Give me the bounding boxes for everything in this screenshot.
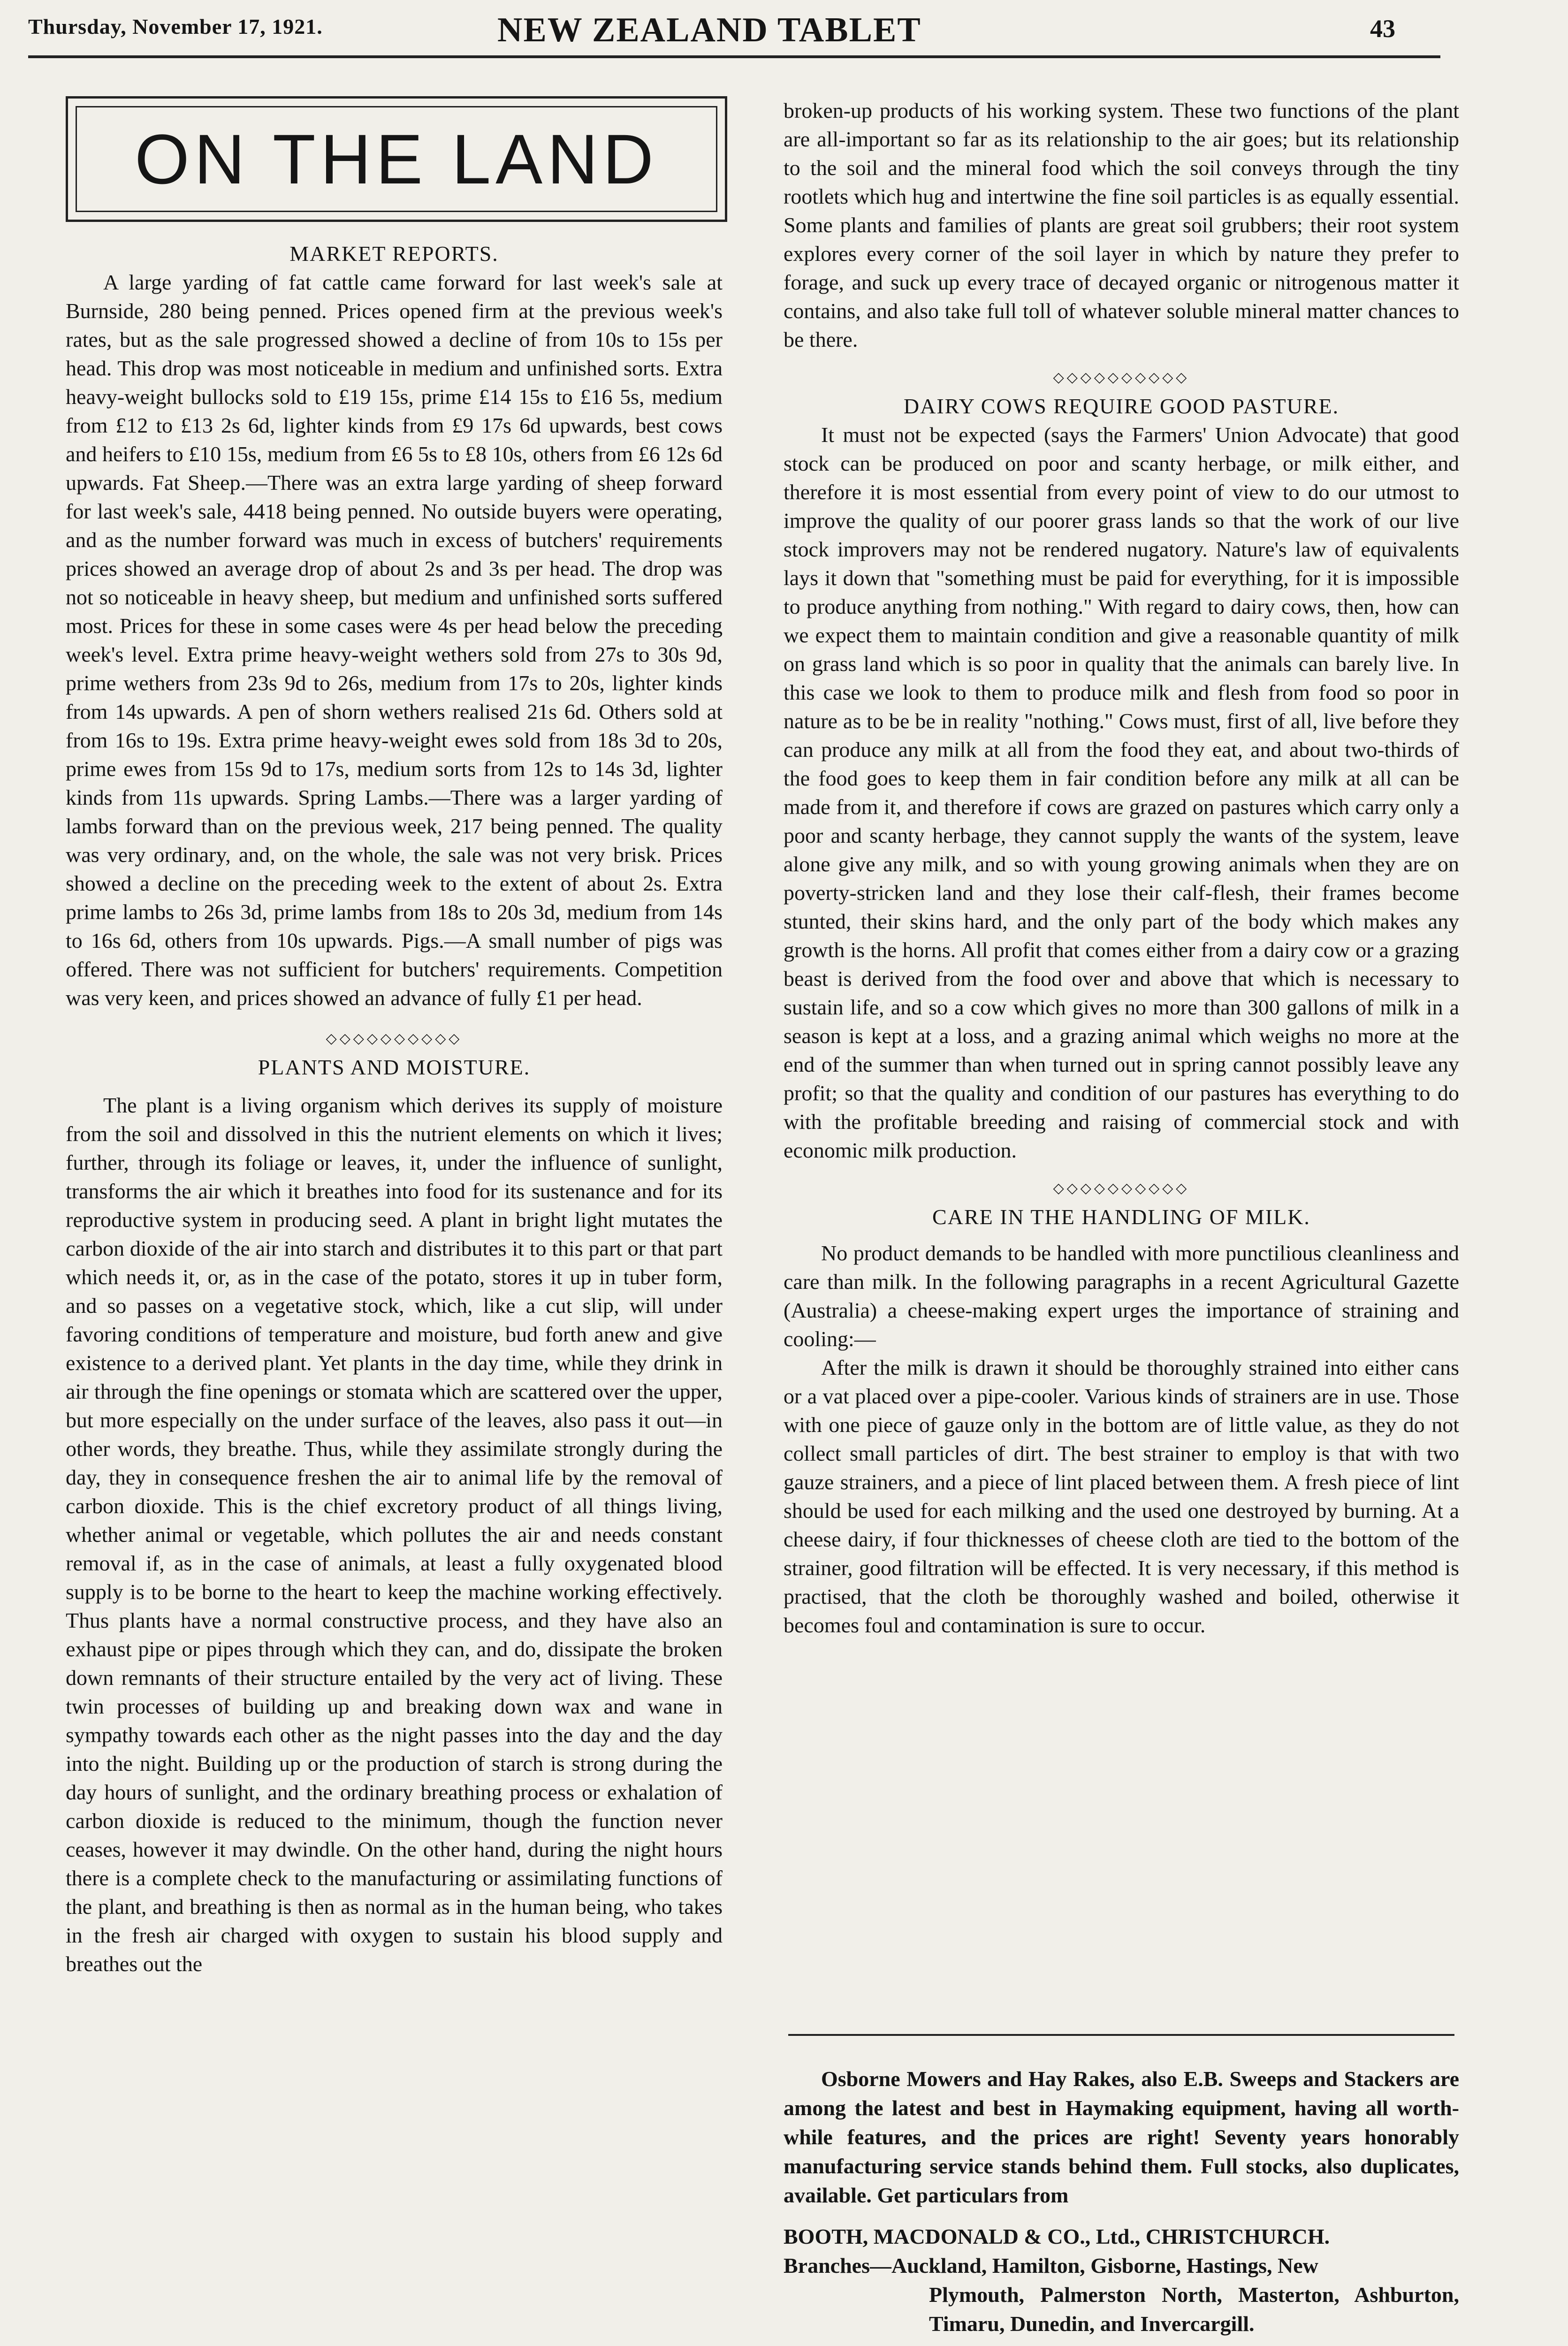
dairy-cows-title: DAIRY COWS REQUIRE GOOD PASTURE.	[903, 394, 1340, 418]
newspaper-title: NEW ZEALAND TABLET	[497, 11, 921, 49]
plants-moisture-body: The plant is a living organism which derives its supply of moisture from the soil and dissolved in this the nutrient elements on which it lives; further, through its foliage or leaves, it, under the influence of sunlight, transforms the air which it breathes into food for its sustenance and for its reproductive system in producing seed. A plant in bright light mutates the carbon dioxide of the air into starch and distributes it to this part or that part which needs it, or, as in the case of the potato, stores it up in tuber form, and so passes on a vegetative stock, which, like a cut slip, will under favoring conditions of temperature and moisture, bud forth anew and give existence to a derived plant. Yet plants in the day time, while they drink in air through the fine openings or stomata which are scattered over the upper, but more especially on the under surface of the leaves, also pass it out—in other words, they breathe. Thus, while they assimilate strongly during the day, they in consequence freshen the air to animal life by the removal of carbon dioxide. This is the chief excretory product of all things living, whether animal or vegetable, which pollutes the air and needs constant removal if, as in the case of animals, at least a fully oxygenated blood supply is to be borne to the heart to keep the machine working effectively. Thus plants have a normal constructive process, and they have also an exhaust pipe or pipes through which they can, and do, dissipate the broken down remnants of their structure entailed by the very act of living. These twin processes of building up and breaking down wax and wane in sympathy towards each other as the night passes into the day and the day into the night. Building up or the production of starch is strong during the day hours of sunlight, and the ordinary breathing process or exhalation of carbon dioxide is reduced to the minimum, though the function never ceases, however it may dwindle. On the other hand, during the night hours there is a complete check to the manufacturing or assimilating functions of the plant, and breathing is then as normal as in the human being, who takes in the fresh air charged with oxygen to sustain his blood supply and breathes out the	[66, 1093, 723, 1976]
section-divider: ◇◇◇◇◇◇◇◇◇◇	[326, 1031, 463, 1046]
advert-top-rule	[788, 2034, 1454, 2036]
milk-handling-title: CARE IN THE HANDLING OF MILK.	[932, 1205, 1310, 1229]
plants-moisture-continued: broken-up products of his working system. These two functions of the plant are all-important so far as its relationship to the air goes; but its relationship to the soil and the mineral food which the soil conveys through the tiny rootlets which hug and intertwine the fine soil particles is as equally essential. Some plants and families of plants are great soil grubbers; their root system explores every corner of the soil layer in which by nature they prefer to forage, and suck up every trace of decayed organic or nitrogenous matter it contains, and also take full toll of whatever soluble mineral matter chances to be there.	[784, 99, 1459, 351]
section-divider: ◇◇◇◇◇◇◇◇◇◇	[1053, 370, 1190, 385]
advert-body: Osborne Mowers and Hay Rakes, also E.B. Sweeps and Stackers are among the latest and best in Haymaking equipment, having all worth-while features, and the prices are right! Seventy years honorably manufacturing service stands behind them. Full stocks, also duplicates, available. Get particulars from	[784, 2067, 1459, 2207]
market-reports-body: A large yarding of fat cattle came forward for last week's sale at Burnside, 280 being penned. Prices opened firm at the previous week's rates, but as the sale progressed showed a decline of from 10s to 15s per head. This drop was most noticeable in medium and unfinished sorts. Extra heavy-weight bullocks sold to £19 15s, prime £14 15s to £16 5s, medium from £12 to £13 2s 6d, lighter kinds from £9 17s 6d upwards, best cows and heifers to £10 15s, medium from £6 5s to £8 10s, others from £6 12s 6d upwards. Fat Sheep.—There was an extra large yarding of sheep forward for last week's sale, 4418 being penned. No outside buyers were operating, and as the number forward was much in excess of butchers' requirements prices showed an average drop of about 2s and 3s per head. The drop was not so noticeable in heavy sheep, but medium and unfinished sorts suffered most. Prices for these in some cases were 4s per head below the preceding week's level. Extra prime heavy-weight wethers sold from 27s to 30s 9d, prime wethers from 23s 9d to 26s, medium from 17s to 20s, lighter kinds from 14s upwards. A pen of shorn wethers realised 21s 6d. Others sold at from 16s to 19s. Extra prime heavy-weight ewes sold from 18s 3d to 20s, prime ewes from 15s 9d to 17s, medium sorts from 12s to 14s 3d, lighter kinds from 11s upwards. Spring Lambs.—There was a larger yarding of lambs forward than on the previous week, 217 being penned. The quality was very ordinary, and, on the whole, the sale was not very brisk. Prices showed a decline on the preceding week to the extent of about 2s. Extra prime lambs to 26s 3d, prime lambs from 18s to 20s 3d, medium from 14s to 16s 6d, others from 10s upwards. Pigs.—A small number of pigs was offered. There was not sufficient for butchers' requirements. Competition was very keen, and prices showed an advance of fully £1 per head.	[66, 270, 723, 1010]
section-banner	[66, 96, 727, 222]
right-column	[784, 96, 1459, 1639]
milk-handling-body: After the milk is drawn it should be thoroughly strained into either cans or a vat placed over a pipe-cooler. Various kinds of strainers are in use. Those with one piece of gauze only in the bottom are of little value, as they do not collect small particles of dirt. The best strainer to employ is that with two gauze strainers, and a piece of lint placed between them. A fresh piece of lint should be used for each milking and the used one destroyed by burning. At a cheese dairy, if four thicknesses of cheese cloth are tied to the bottom of the strainer, good filtration will be effected. It is very necessary, if this method is practised, that the cloth be thoroughly washed and boiled, otherwise it becomes foul and contamination is sure to occur.	[784, 1356, 1459, 1637]
advert-branches-line2: Plymouth, Palmerston North, Masterton, Ashburton, Timaru, Dunedin, and Invercargill.	[929, 2283, 1459, 2336]
advert-branches-line1: Branches—Auckland, Hamilton, Gisborne, Hastings, New	[784, 2254, 1318, 2277]
plants-moisture-title: PLANTS AND MOISTURE.	[258, 1055, 531, 1079]
section-banner-text: ON THE LAND	[76, 106, 717, 212]
left-column	[66, 239, 723, 1978]
page-number: 43	[1370, 15, 1395, 43]
market-reports-title: MARKET REPORTS.	[289, 242, 499, 266]
header-rule	[28, 55, 1440, 58]
haymaking-advert	[784, 2064, 1459, 2338]
milk-handling-intro: No product demands to be handled with more punctilious cleanliness and care than milk. In the following paragraphs in a recent Agricultural Gazette (Australia) a cheese-making expert urges the importance of straining and cooling:—	[784, 1241, 1459, 1351]
issue-date: Thursday, November 17, 1921.	[28, 15, 323, 38]
dairy-cows-body: It must not be expected (says the Farmers' Union Advocate) that good stock can be produced on poor and scanty herbage, or milk either, and therefore it is most essential from every point of view to do our utmost to improve the quality of our poorer grass lands so that the work of our live stock improvers may not be rendered nugatory. Nature's law of equivalents lays it down that "something must be paid for everything, for it is impossible to produce anything from nothing." With regard to dairy cows, then, how can we expect them to maintain condition and give a reasonable quantity of milk on grass land which is so poor in quality that the animals can barely live. In this case we look to them to produce milk and flesh from food so poor in nature as to be be in reality "nothing." Cows must, first of all, live before they can produce any milk at all from the food they eat, and about two-thirds of the food goes to keep them in fair condition before any milk at all can be made from it, and therefore if cows are grazed on pastures which carry only a poor and scanty herbage, they cannot supply the wants of the system, leave alone give any milk, and so with young growing animals when they are on poverty-stricken land and they lose their calf-flesh, their frames become stunted, their skins hard, and the only part of the body which makes any growth is the horns. All profit that comes either from a dairy cow or a grazing beast is derived from the food over and above that which is necessary to sustain life, and so a cow which gives no more than 300 gallons of milk in a season is kept at a loss, and a grazing animal which weighs no more at the end of the summer than when turned out in spring cannot possibly leave any profit; so that the quality and condition of our pastures has everything to do with the profitable breeding and raising of commercial stock and with economic milk production.	[784, 423, 1459, 1162]
section-divider: ◇◇◇◇◇◇◇◇◇◇	[1053, 1181, 1190, 1196]
advert-company: BOOTH, MACDONALD & CO., Ltd., CHRISTCHURCH.	[784, 2224, 1330, 2248]
